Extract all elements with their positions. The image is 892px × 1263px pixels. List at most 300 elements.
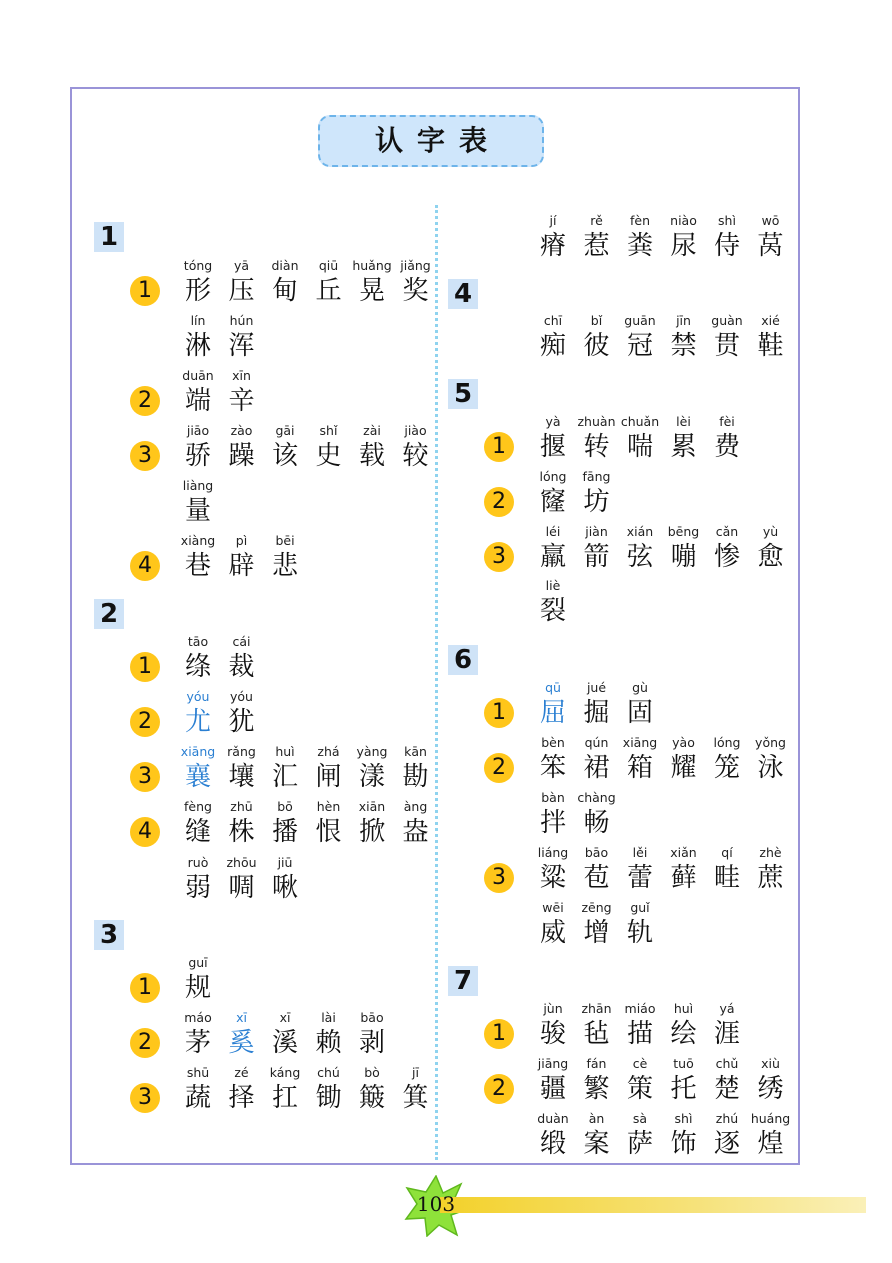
pinyin: qū (545, 680, 561, 695)
pinyin: jiāo (186, 423, 210, 438)
character-entry (308, 744, 350, 794)
character-entry (576, 414, 618, 464)
hanzi: 锄 (315, 1083, 342, 1113)
hanzi: 量 (184, 496, 211, 526)
character-entry (576, 1056, 618, 1106)
pinyin: yào (672, 735, 695, 750)
pinyin: huáng (750, 1111, 791, 1126)
hanzi: 嘣 (670, 542, 697, 572)
pinyin: bèn (541, 735, 565, 750)
hanzi: 畦 (713, 863, 740, 893)
hanzi: 恨 (315, 817, 342, 847)
hanzi: 揠 (539, 432, 566, 462)
character-entry (619, 1056, 661, 1106)
pinyin: chàng (577, 790, 616, 805)
pinyin: kān (404, 744, 427, 759)
hanzi: 案 (583, 1129, 610, 1159)
character-entry (177, 478, 219, 528)
hanzi: 悲 (271, 551, 298, 581)
hanzi: 奖 (402, 276, 429, 306)
pinyin: xiān (358, 799, 386, 814)
hanzi: 掀 (358, 817, 385, 847)
character-entry (221, 368, 263, 418)
character-entry (576, 213, 618, 263)
pinyin: huì (673, 1001, 694, 1016)
character-entry (750, 1111, 792, 1161)
hanzi: 藓 (670, 863, 697, 893)
hanzi: 楚 (713, 1074, 740, 1104)
pinyin: gù (632, 680, 648, 695)
character-entry (619, 845, 661, 895)
hanzi: 弱 (184, 873, 211, 903)
hanzi: 压 (228, 276, 255, 306)
character-entry (576, 790, 618, 840)
hanzi: 漾 (358, 762, 385, 792)
hanzi: 惹 (583, 231, 610, 261)
pinyin: zhú (715, 1111, 739, 1126)
pinyin: cǎn (715, 524, 739, 539)
page-number: 103 (416, 1192, 456, 1216)
character-entry (221, 1065, 263, 1115)
lesson-number-circle: 4 (130, 817, 160, 847)
pinyin: liàng (182, 478, 214, 493)
hanzi: 痴 (539, 331, 566, 361)
pinyin: léi (545, 524, 561, 539)
character-entry (308, 1010, 350, 1060)
character-entry (663, 313, 705, 363)
pinyin: shū (186, 1065, 210, 1080)
hanzi: 畅 (583, 808, 610, 838)
hanzi: 巷 (184, 551, 211, 581)
character-entry (351, 799, 393, 849)
pinyin: hèn (316, 799, 341, 814)
character-entry (264, 744, 306, 794)
hanzi: 裂 (539, 596, 566, 626)
hanzi: 赖 (315, 1028, 342, 1058)
hanzi: 箕 (402, 1083, 429, 1113)
pinyin: jiàn (585, 524, 608, 539)
hanzi: 辛 (228, 386, 255, 416)
hanzi: 笼 (713, 753, 740, 783)
character-entry (264, 1065, 306, 1115)
pinyin: shǐ (319, 423, 338, 438)
character-entry (576, 680, 618, 730)
pinyin: rě (590, 213, 603, 228)
hanzi: 播 (271, 817, 298, 847)
unit-number: 2 (94, 599, 124, 629)
character-entry (706, 1111, 748, 1161)
character-entry (264, 423, 306, 473)
hanzi: 绦 (184, 652, 211, 682)
character-entry (264, 1010, 306, 1060)
character-entry (395, 1065, 437, 1115)
pinyin: tóng (183, 258, 213, 273)
page-number-bar (440, 1197, 866, 1213)
pinyin: lèi (676, 414, 691, 429)
pinyin: zhè (759, 845, 782, 860)
hanzi: 彼 (583, 331, 610, 361)
lesson-number-circle: 2 (484, 487, 514, 517)
character-entry (532, 900, 574, 950)
pinyin: lài (321, 1010, 336, 1025)
character-entry (308, 423, 350, 473)
lesson-number-circle: 2 (484, 1074, 514, 1104)
pinyin: jiū (277, 855, 293, 870)
pinyin: xiāng (180, 744, 216, 759)
pinyin: huì (275, 744, 295, 759)
hanzi: 托 (670, 1074, 697, 1104)
character-entry (177, 955, 219, 1005)
character-entry (619, 735, 661, 785)
page-title: 认字表 (318, 115, 544, 167)
hanzi: 惨 (713, 542, 740, 572)
unit-number: 7 (448, 966, 478, 996)
hanzi: 固 (626, 698, 653, 728)
hanzi: 浑 (228, 331, 255, 361)
pinyin: zēng (581, 900, 612, 915)
hanzi: 啾 (271, 873, 298, 903)
pinyin: chuǎn (620, 414, 660, 429)
lesson-number-circle: 3 (484, 542, 514, 572)
pinyin: lín (190, 313, 206, 328)
hanzi: 丘 (315, 276, 342, 306)
character-entry (177, 1010, 219, 1060)
hanzi: 载 (358, 441, 385, 471)
character-entry (619, 524, 661, 574)
hanzi: 啁 (228, 873, 255, 903)
hanzi: 躁 (228, 441, 255, 471)
character-entry (576, 1001, 618, 1051)
pinyin: jīn (676, 313, 691, 328)
hanzi: 涯 (713, 1019, 740, 1049)
hanzi: 晃 (358, 276, 385, 306)
character-entry (750, 1056, 792, 1106)
hanzi: 簸 (358, 1083, 385, 1113)
hanzi: 侍 (713, 231, 740, 261)
character-entry (532, 1001, 574, 1051)
character-entry (177, 1065, 219, 1115)
character-entry (576, 1111, 618, 1161)
pinyin: àng (403, 799, 428, 814)
unit-number: 4 (448, 279, 478, 309)
hanzi: 增 (583, 918, 610, 948)
pinyin: qiū (318, 258, 339, 273)
pinyin: liè (545, 578, 561, 593)
hanzi: 坊 (583, 487, 610, 517)
character-entry (532, 735, 574, 785)
hanzi: 尿 (670, 231, 697, 261)
pinyin: máo (184, 1010, 212, 1025)
hanzi: 骄 (184, 441, 211, 471)
hanzi: 蔬 (184, 1083, 211, 1113)
pinyin: qí (721, 845, 733, 860)
unit-number: 6 (448, 645, 478, 675)
character-entry (706, 213, 748, 263)
hanzi: 愈 (757, 542, 784, 572)
pinyin: chī (543, 313, 563, 328)
character-entry (264, 258, 306, 308)
pinyin: chǔ (715, 1056, 739, 1071)
pinyin: fèn (629, 213, 650, 228)
lesson-number-circle: 1 (484, 698, 514, 728)
pinyin: zhuàn (577, 414, 616, 429)
character-entry (663, 845, 705, 895)
character-entry (576, 313, 618, 363)
hanzi: 甸 (271, 276, 298, 306)
pinyin: jiǎng (400, 258, 431, 273)
pinyin: miáo (624, 1001, 656, 1016)
pinyin: yóu (230, 689, 253, 704)
character-entry (619, 213, 661, 263)
pinyin: yǒng (755, 735, 786, 750)
character-entry (221, 1010, 263, 1060)
unit-number: 5 (448, 379, 478, 409)
pinyin: jiào (404, 423, 427, 438)
pinyin: bēi (275, 533, 295, 548)
hanzi: 剥 (358, 1028, 385, 1058)
hanzi: 莴 (757, 231, 784, 261)
hanzi: 饰 (670, 1129, 697, 1159)
pinyin: rǎng (227, 744, 256, 759)
pinyin: jùn (543, 1001, 563, 1016)
pinyin: xiàng (180, 533, 216, 548)
character-entry (532, 1056, 574, 1106)
character-entry (395, 423, 437, 473)
pinyin: àn (588, 1111, 605, 1126)
pinyin: zài (363, 423, 381, 438)
character-entry (663, 414, 705, 464)
character-entry (264, 799, 306, 849)
character-entry (663, 1056, 705, 1106)
pinyin: duàn (537, 1111, 569, 1126)
character-entry (619, 414, 661, 464)
pinyin: fèng (184, 799, 212, 814)
character-entry (663, 524, 705, 574)
hanzi: 拌 (539, 808, 566, 838)
hanzi: 裙 (583, 753, 610, 783)
pinyin: fāng (582, 469, 611, 484)
pinyin: zhá (317, 744, 340, 759)
hanzi: 瘠 (539, 231, 566, 261)
hanzi: 该 (271, 441, 298, 471)
hanzi: 威 (539, 918, 566, 948)
pinyin: tuō (673, 1056, 694, 1071)
pinyin: bò (364, 1065, 380, 1080)
pinyin: lóng (713, 735, 741, 750)
pinyin: wēi (542, 900, 564, 915)
hanzi: 株 (228, 817, 255, 847)
character-entry (177, 744, 219, 794)
character-entry (663, 735, 705, 785)
hanzi: 汇 (271, 762, 298, 792)
character-entry (351, 1010, 393, 1060)
hanzi: 粱 (539, 863, 566, 893)
hanzi: 择 (228, 1083, 255, 1113)
hanzi: 淋 (184, 331, 211, 361)
character-entry (576, 524, 618, 574)
character-entry (177, 533, 219, 583)
character-entry (532, 469, 574, 519)
pinyin: xī (279, 1010, 291, 1025)
hanzi: 箭 (583, 542, 610, 572)
character-entry (221, 799, 263, 849)
pinyin: ruò (187, 855, 209, 870)
hanzi: 逐 (713, 1129, 740, 1159)
hanzi: 尤 (184, 707, 211, 737)
pinyin: yóu (186, 689, 210, 704)
character-entry (619, 1001, 661, 1051)
hanzi: 转 (583, 432, 610, 462)
hanzi: 规 (184, 973, 211, 1003)
pinyin: zhū (230, 799, 253, 814)
hanzi: 形 (184, 276, 211, 306)
character-entry (706, 1001, 748, 1051)
hanzi: 蔗 (757, 863, 784, 893)
hanzi: 箱 (626, 753, 653, 783)
lesson-number-circle: 1 (130, 973, 160, 1003)
character-entry (351, 258, 393, 308)
character-entry (532, 213, 574, 263)
pinyin: lóng (539, 469, 567, 484)
character-entry (706, 845, 748, 895)
hanzi: 缎 (539, 1129, 566, 1159)
character-entry (177, 634, 219, 684)
pinyin: xiāng (622, 735, 658, 750)
hanzi: 闸 (315, 762, 342, 792)
pinyin: zé (234, 1065, 249, 1080)
character-entry (532, 680, 574, 730)
pinyin: bō (277, 799, 293, 814)
pinyin: sà (632, 1111, 648, 1126)
hanzi: 掘 (583, 698, 610, 728)
pinyin: bǐ (590, 313, 603, 328)
character-entry (395, 744, 437, 794)
character-entry (706, 735, 748, 785)
hanzi: 苞 (583, 863, 610, 893)
pinyin: guǐ (630, 900, 650, 915)
lesson-number-circle: 3 (484, 863, 514, 893)
hanzi: 疆 (539, 1074, 566, 1104)
lesson-number-circle: 1 (484, 1019, 514, 1049)
character-entry (177, 258, 219, 308)
character-entry (221, 689, 263, 739)
hanzi: 屈 (539, 698, 566, 728)
character-entry (177, 689, 219, 739)
lesson-number-circle: 1 (484, 432, 514, 462)
pinyin: cái (232, 634, 251, 649)
pinyin: huǎng (352, 258, 392, 273)
pinyin: duān (182, 368, 214, 383)
lesson-number-circle: 2 (130, 386, 160, 416)
character-entry (532, 845, 574, 895)
hanzi: 笨 (539, 753, 566, 783)
pinyin: yá (719, 1001, 735, 1016)
character-entry (532, 578, 574, 628)
character-entry (308, 799, 350, 849)
character-entry (750, 213, 792, 263)
character-entry (177, 423, 219, 473)
lesson-number-circle: 3 (130, 762, 160, 792)
pinyin: bàn (541, 790, 565, 805)
character-entry (395, 258, 437, 308)
hanzi: 裁 (228, 652, 255, 682)
character-entry (750, 845, 792, 895)
character-entry (750, 524, 792, 574)
pinyin: gāi (275, 423, 295, 438)
character-entry (619, 1111, 661, 1161)
character-entry (663, 213, 705, 263)
pinyin: zào (230, 423, 253, 438)
unit-number: 1 (94, 222, 124, 252)
pinyin: guān (624, 313, 656, 328)
character-entry (619, 313, 661, 363)
pinyin: fán (586, 1056, 607, 1071)
pinyin: jiāng (537, 1056, 569, 1071)
pinyin: jí (549, 213, 557, 228)
pinyin: yā (233, 258, 250, 273)
pinyin: xié (761, 313, 780, 328)
hanzi: 奚 (228, 1028, 255, 1058)
hanzi: 鞋 (757, 331, 784, 361)
hanzi: 泳 (757, 753, 784, 783)
character-entry (532, 524, 574, 574)
pinyin: hún (229, 313, 254, 328)
character-entry (706, 1056, 748, 1106)
character-entry (576, 845, 618, 895)
hanzi: 溪 (271, 1028, 298, 1058)
hanzi: 繁 (583, 1074, 610, 1104)
pinyin: pì (235, 533, 248, 548)
pinyin: jī (412, 1065, 419, 1080)
pinyin: wō (761, 213, 780, 228)
pinyin: xiǎn (670, 845, 697, 860)
hanzi: 襄 (184, 762, 211, 792)
pinyin: xīn (232, 368, 251, 383)
hanzi: 轨 (626, 918, 653, 948)
hanzi: 缝 (184, 817, 211, 847)
pinyin: liáng (537, 845, 569, 860)
character-entry (351, 1065, 393, 1115)
character-entry (177, 368, 219, 418)
hanzi: 扛 (271, 1083, 298, 1113)
character-entry (221, 533, 263, 583)
pinyin: jué (586, 680, 607, 695)
hanzi: 描 (626, 1019, 653, 1049)
hanzi: 茅 (184, 1028, 211, 1058)
character-entry (576, 900, 618, 950)
hanzi: 耀 (670, 753, 697, 783)
character-entry (663, 1001, 705, 1051)
hanzi: 煌 (757, 1129, 784, 1159)
pinyin: chú (317, 1065, 340, 1080)
pinyin: yàng (356, 744, 388, 759)
character-entry (221, 744, 263, 794)
hanzi: 史 (315, 441, 342, 471)
pinyin: zhān (581, 1001, 612, 1016)
character-entry (264, 855, 306, 905)
pinyin: xián (626, 524, 654, 539)
lesson-number-circle: 4 (130, 551, 160, 581)
hanzi: 绘 (670, 1019, 697, 1049)
hanzi: 毡 (583, 1019, 610, 1049)
character-entry (532, 790, 574, 840)
lesson-number-circle: 1 (130, 652, 160, 682)
character-entry (351, 423, 393, 473)
character-entry (576, 469, 618, 519)
character-entry (706, 524, 748, 574)
hanzi: 蕾 (626, 863, 653, 893)
character-entry (351, 744, 393, 794)
